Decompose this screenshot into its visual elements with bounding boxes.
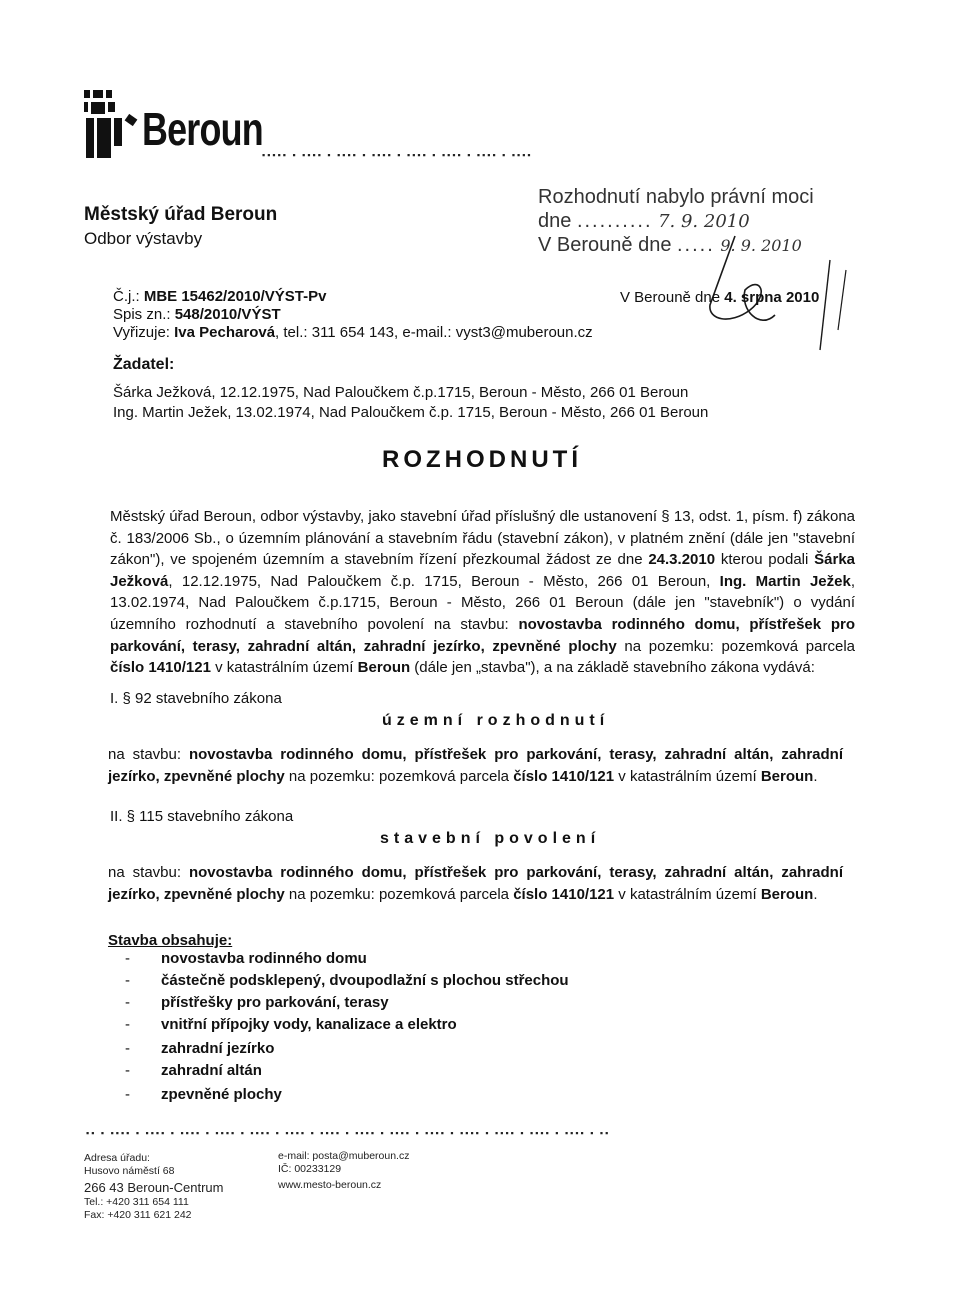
office-dept: Odbor výstavby [84,229,203,248]
stamp-line2-value: 7. 9. 2010 [658,211,750,232]
section1-bold-1: novostavba rodinného domu, přístřešek pro parkování, terasy, zahradní altán, zahradní jezírko, zpevněné plochy [108,746,844,785]
section1-bold-3: Beroun [760,767,814,785]
section2-heading: stavební povolení [380,830,601,847]
contents-heading: Stavba obsahuje: [108,932,233,949]
handled-by-contact: , tel.: 311 654 143, e-mail.: vyst3@muberoun.cz [275,324,593,341]
section1-text-1: na stavbu: [108,746,189,763]
section2-text-4: . [813,885,818,903]
logo-mark-icon [82,86,142,158]
list-dash: - [125,1040,130,1057]
list-item-text: přístřešky pro parkování, terasy [161,994,389,1011]
applicant-1: Šárka Ježková, 12.12.1975, Nad Paloučkem č.p.1715, Beroun - Město, 266 01 Beroun [113,384,689,401]
list-item-text: vnitřní přípojky vody, kanalizace a elektro [161,1016,457,1033]
handled-by [113,324,593,341]
intro-paragraph [110,506,855,679]
section2-law: II. § 115 stavebního zákona [110,808,294,825]
file-number [113,306,281,323]
header-dot-rule: ▪▪▪▪▪ ▪ ▪▪▪▪ ▪ ▪▪▪▪ ▪ ▪▪▪▪ ▪ ▪▪▪▪ ▪ ▪▪▪▪ ▪ ▪▪▪▪ ▪ ▪▪▪▪ [262,150,533,160]
office-name: Městský úřad Beroun [84,204,278,225]
list-item-text: zahradní jezírko [161,1040,275,1057]
footer-phone: Tel.: +420 311 654 111 [84,1196,189,1208]
section2-text-3: v katastrálním území [614,885,761,903]
stamp-line3-label: V Berouně dne [538,234,672,256]
footer-dot-rule: ▪▪ ▪ ▪▪▪▪ ▪ ▪▪▪▪ ▪ ▪▪▪▪ ▪ ▪▪▪▪ ▪ ▪▪▪▪ ▪ ▪▪▪▪ ▪ ▪▪▪▪ ▪ ▪▪▪▪ ▪ ▪▪▪▪ ▪ ▪▪▪▪ ▪ ▪▪▪▪ ▪ ▪▪▪▪ ▪ ▪▪▪▪ ▪ ▪▪▪▪ ▪ ▪▪ [86,1128,611,1138]
stamp-line2-label: dne [538,210,572,232]
footer-website[interactable]: www.mesto-beroun.cz [278,1179,382,1191]
section1-text-4: . [813,767,818,785]
list-item [125,950,367,967]
intro-text-2: kterou podali [715,551,815,569]
section1-text-3: v katastrálním území [614,767,761,785]
decision-title: ROZHODNUTÍ [382,446,582,473]
intro-text-5: na pozemku: pozemková parcela [616,637,855,655]
case-number-label: Č.j.: [113,288,140,305]
footer-street: Husovo náměstí 68 [84,1165,175,1177]
intro-text-7: (dále jen „stavba"), a na základě stavebního zákona vydává: [410,659,815,677]
issue-date-value: 4. srpna 2010 [724,289,820,306]
applicants-heading: Žadatel: [113,356,175,373]
section2-text-1: na stavbu: [108,864,189,881]
file-number-value: 548/2010/VÝST [174,306,281,323]
list-item-text: zahradní altán [161,1062,262,1079]
handled-by-name: Iva Pecharová [174,324,276,341]
intro-text-3: , 12.12.1975, Nad Paloučkem č.p. 1715, Beroun - Město, 266 01 Beroun, [168,572,720,590]
intro-bold-6: Beroun [357,659,411,677]
section1-law: I. § 92 stavebního zákona [110,690,282,707]
intro-text-1: Městský úřad Beroun, odbor výstavby, jako stavební úřad příslušný dle ustanovení § 13, odst. 1, písm. f) zákona č. 183/2006 Sb., o územním plánování a stavebním řádu (stavební zákon), v platném znění (dále jen "stavební zákon"), ve spojeném územním a stavebním řízení přezkoumal žádost ze dne [110,508,855,569]
issue-date [620,289,819,306]
issue-date-prefix: V Berouně dne [620,289,721,306]
list-item [125,972,569,989]
section1-text [108,744,843,787]
logo-text: Beroun [142,103,263,155]
intro-text-6: v katastrálním území [210,659,358,677]
stamp-line1: Rozhodnutí nabylo právní moci [538,186,814,208]
section2-text-2: na pozemku: pozemková parcela [284,885,514,903]
intro-bold-5: číslo 1410/121 [110,659,211,677]
case-number-value: MBE 15462/2010/VÝST-Pv [143,288,327,305]
section1-heading: územní rozhodnutí [382,712,610,729]
footer-email[interactable]: e-mail: posta@muberoun.cz [278,1150,410,1162]
section1-bold-2: číslo 1410/121 [513,767,615,785]
section2-text [108,862,843,905]
stamp-line3-value: 9. 9. 2010 [720,236,802,255]
footer-city: 266 43 Beroun-Centrum [84,1180,224,1195]
list-item [125,1040,274,1057]
section2-bold-1: novostavba rodinného domu, přístřešek pro parkování, terasy, zahradní altán, zahradní jezírko, zpevněné plochy [108,864,844,903]
intro-bold-2: Šárka Ježková [110,551,856,590]
footer-id-number: IČ: 00233129 [278,1163,342,1175]
list-item [125,1086,282,1103]
list-dash: - [125,972,130,989]
list-item [125,1016,457,1033]
applicant-2: Ing. Martin Ježek, 13.02.1974, Nad Paloučkem č.p. 1715, Beroun - Město, 266 01 Beroun [113,404,709,421]
list-dash: - [125,950,130,967]
list-item [125,994,389,1011]
intro-bold-3: Ing. Martin Ježek [719,572,851,590]
section2-bold-2: číslo 1410/121 [513,885,615,903]
list-dash: - [125,1086,130,1103]
list-dash: - [125,994,130,1011]
stamp-line2: dne .......... 7. 9. 2010 [538,210,750,232]
list-item [125,1062,262,1079]
list-item-text: částečně podsklepený, dvoupodlažní s plochou střechou [161,972,569,989]
footer-address-label: Adresa úřadu: [84,1152,150,1164]
stamp-line3: V Berouně dne ..... 9. 9. 2010 [538,234,802,256]
handled-by-label: Vyřizuje: [113,324,170,341]
section1-text-2: na pozemku: pozemková parcela [284,767,514,785]
logo [82,86,142,158]
list-item-text: novostavba rodinného domu [161,950,367,967]
intro-bold-4: novostavba rodinného domu, přístřešek pro parkování, terasy, zahradní altán, zahradní jezírko, zpevněné plochy [110,615,855,655]
list-dash: - [125,1016,130,1033]
list-item-text: zpevněné plochy [161,1086,282,1103]
footer-address [84,1152,223,1222]
intro-text-4: , 13.02.1974, Nad Paloučkem č.p.1715, Beroun - Město, 266 01 Beroun (dále jen "stavebník") o vydání územního rozhodnutí a stavebního povolení na stavbu: [110,572,855,633]
footer-fax: Fax: +420 311 621 242 [84,1209,192,1221]
list-dash: - [125,1062,130,1079]
case-number [113,288,326,305]
intro-bold-1: 24.3.2010 [648,551,716,569]
file-number-label: Spis zn.: [113,306,171,323]
footer-contact [278,1150,409,1192]
section2-bold-3: Beroun [760,885,814,903]
